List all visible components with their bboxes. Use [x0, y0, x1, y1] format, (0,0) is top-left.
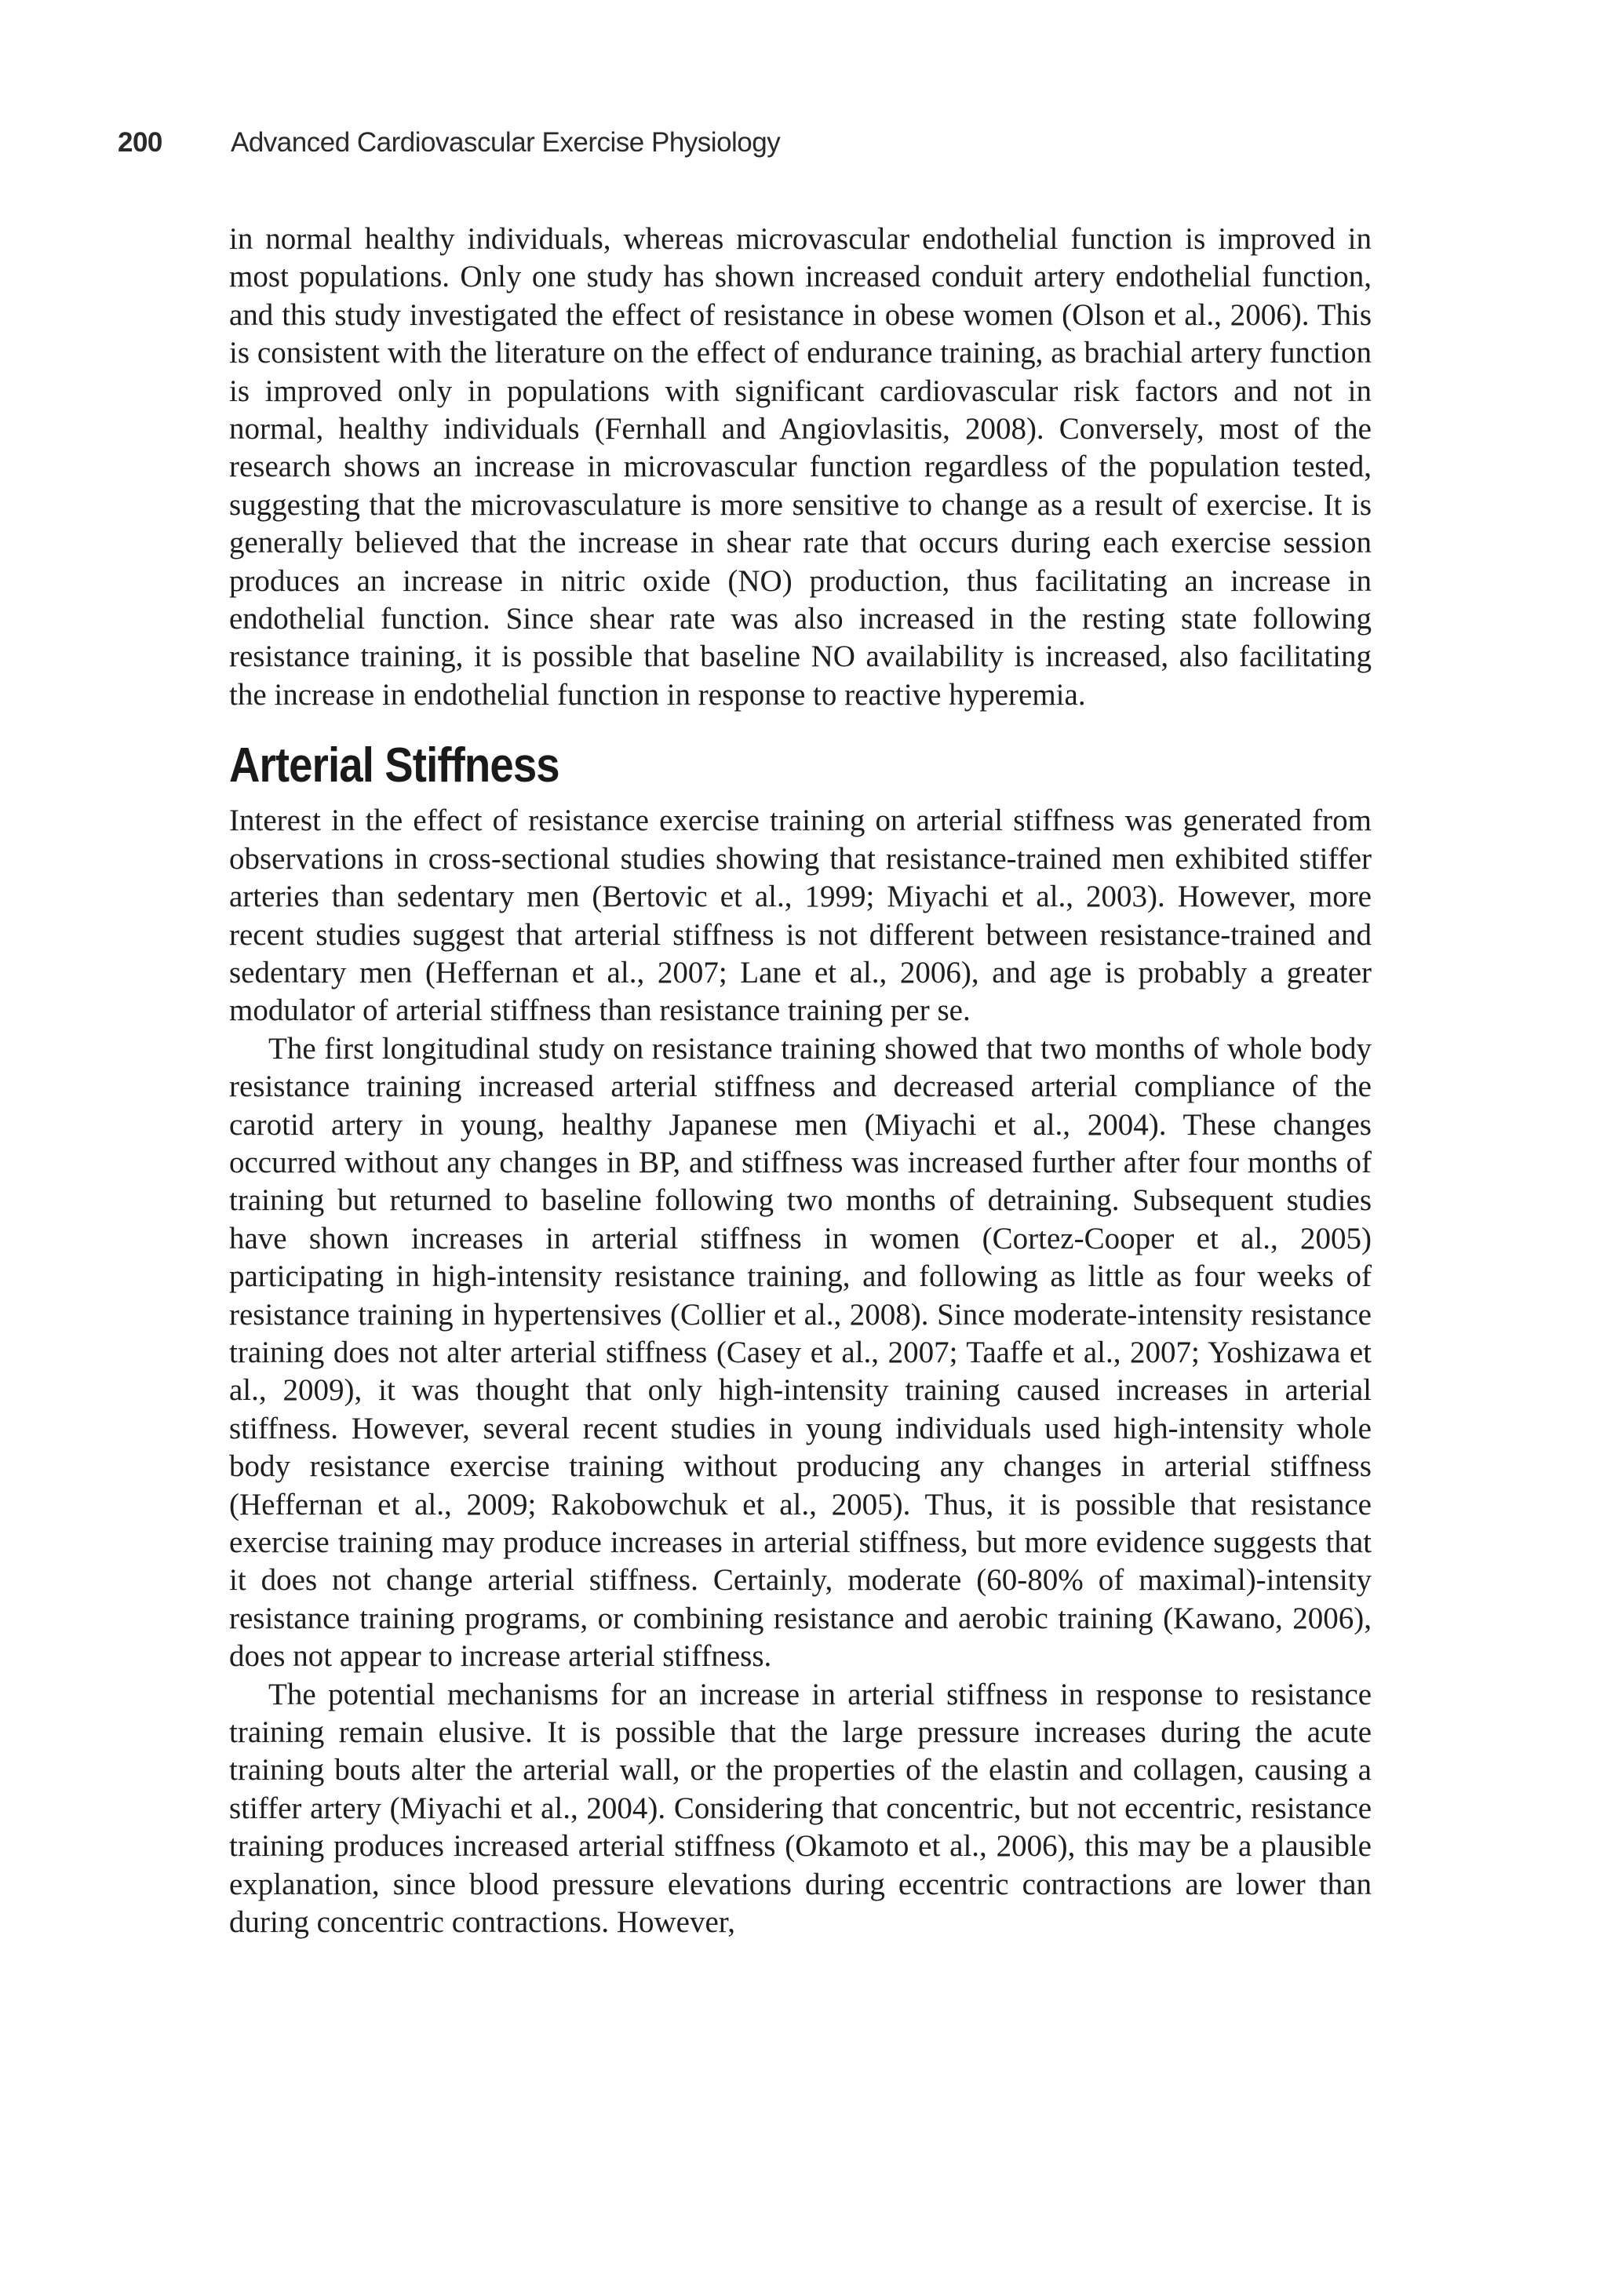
body-paragraph: Interest in the effect of resistance exercise training on arterial stiffness was generated from observations in cross-sectional studies showing that resistance-trained men exhibited stiffer arteries than sedentary men (Bertovic et al., 1999; Miyachi et al., 2003). However, more recent studies suggest that arterial stiffness is not different between resistance-trained and sedentary men (Heffernan et al., 2007; Lane et al., 2006), and age is probably a greater modulator of arterial stiffness than resistance training per se. [229, 804, 1372, 1028]
page-number: 200 [118, 127, 174, 159]
section-heading: Arterial Stiffness [229, 738, 559, 793]
page-body [229, 220, 1372, 1941]
running-header [118, 119, 780, 166]
body-paragraph-continued: in normal healthy individuals, whereas microvascular endothelial function is improved in most populations. Only one study has shown increased conduit artery endothelial function, and this study investigated the effect of resistance in obese women (Olson et al., 2006). This is consistent with the literature on the effect of endurance training, as brachial artery function is improved only in populations with significant cardiovascular risk factors and not in normal, healthy individuals (Fernhall and Angiovlasitis, 2008). Conversely, most of the research shows an increase in microvascular function regardless of the population tested, suggesting that the microvasculature is more sensitive to change as a result of exercise. It is generally believed that the increase in shear rate that occurs during each exercise session produces an increase in nitric oxide (NO) production, thus facilitating an increase in endothelial function. Since shear rate was also increased in the resting state following resistance training, it is possible that baseline NO availability is increased, also facilitating the increase in endothelial function in response to reactive hyperemia. [229, 222, 1372, 712]
body-paragraph: The potential mechanisms for an increase in arterial stiffness in response to resistance training remain elusive. It is possible that the large pressure increases during the acute training bouts alter the arterial wall, or the properties of the elastin and collagen, causing a stiffer artery (Miyachi et al., 2004). Considering that concentric, but not eccentric, resistance training produces increased arterial stiffness (Okamoto et al., 2006), this may be a plausible explanation, since blood pressure elevations during eccentric contractions are lower than during concentric contractions. However, [229, 1677, 1372, 1940]
body-paragraph: The first longitudinal study on resistance training showed that two months of whole body resistance training increased arterial stiffness and decreased arterial compliance of the carotid artery in young, healthy Japanese men (Miyachi et al., 2004). These changes occurred without any changes in BP, and stiffness was increased further after four months of training but returned to baseline following two months of detraining. Subsequent studies have shown increases in arterial stiffness in women (Cortez-Cooper et al., 2005) participating in high-intensity resistance training, and following as little as four weeks of resistance training in hypertensives (Collier et al., 2008). Since moderate-intensity resistance training does not alter arterial stiffness (Casey et al., 2007; Taaffe et al., 2007; Yoshizawa et al., 2009), it was thought that only high-intensity training caused increases in arterial stiffness. However, several recent studies in young individuals used high-intensity whole body resistance exercise training without producing any changes in arterial stiffness (Heffernan et al., 2009; Rakobowchuk et al., 2005). Thus, it is possible that resistance exercise training may produce increases in arterial stiffness, but more evidence suggests that it does not change arterial stiffness. Certainly, moderate (60-80% of maximal)-intensity resistance training programs, or combining resistance and aerobic training (Kawano, 2006), does not appear to increase arterial stiffness. [229, 1031, 1372, 1674]
book-title: Advanced Cardiovascular Exercise Physiology [231, 127, 781, 158]
